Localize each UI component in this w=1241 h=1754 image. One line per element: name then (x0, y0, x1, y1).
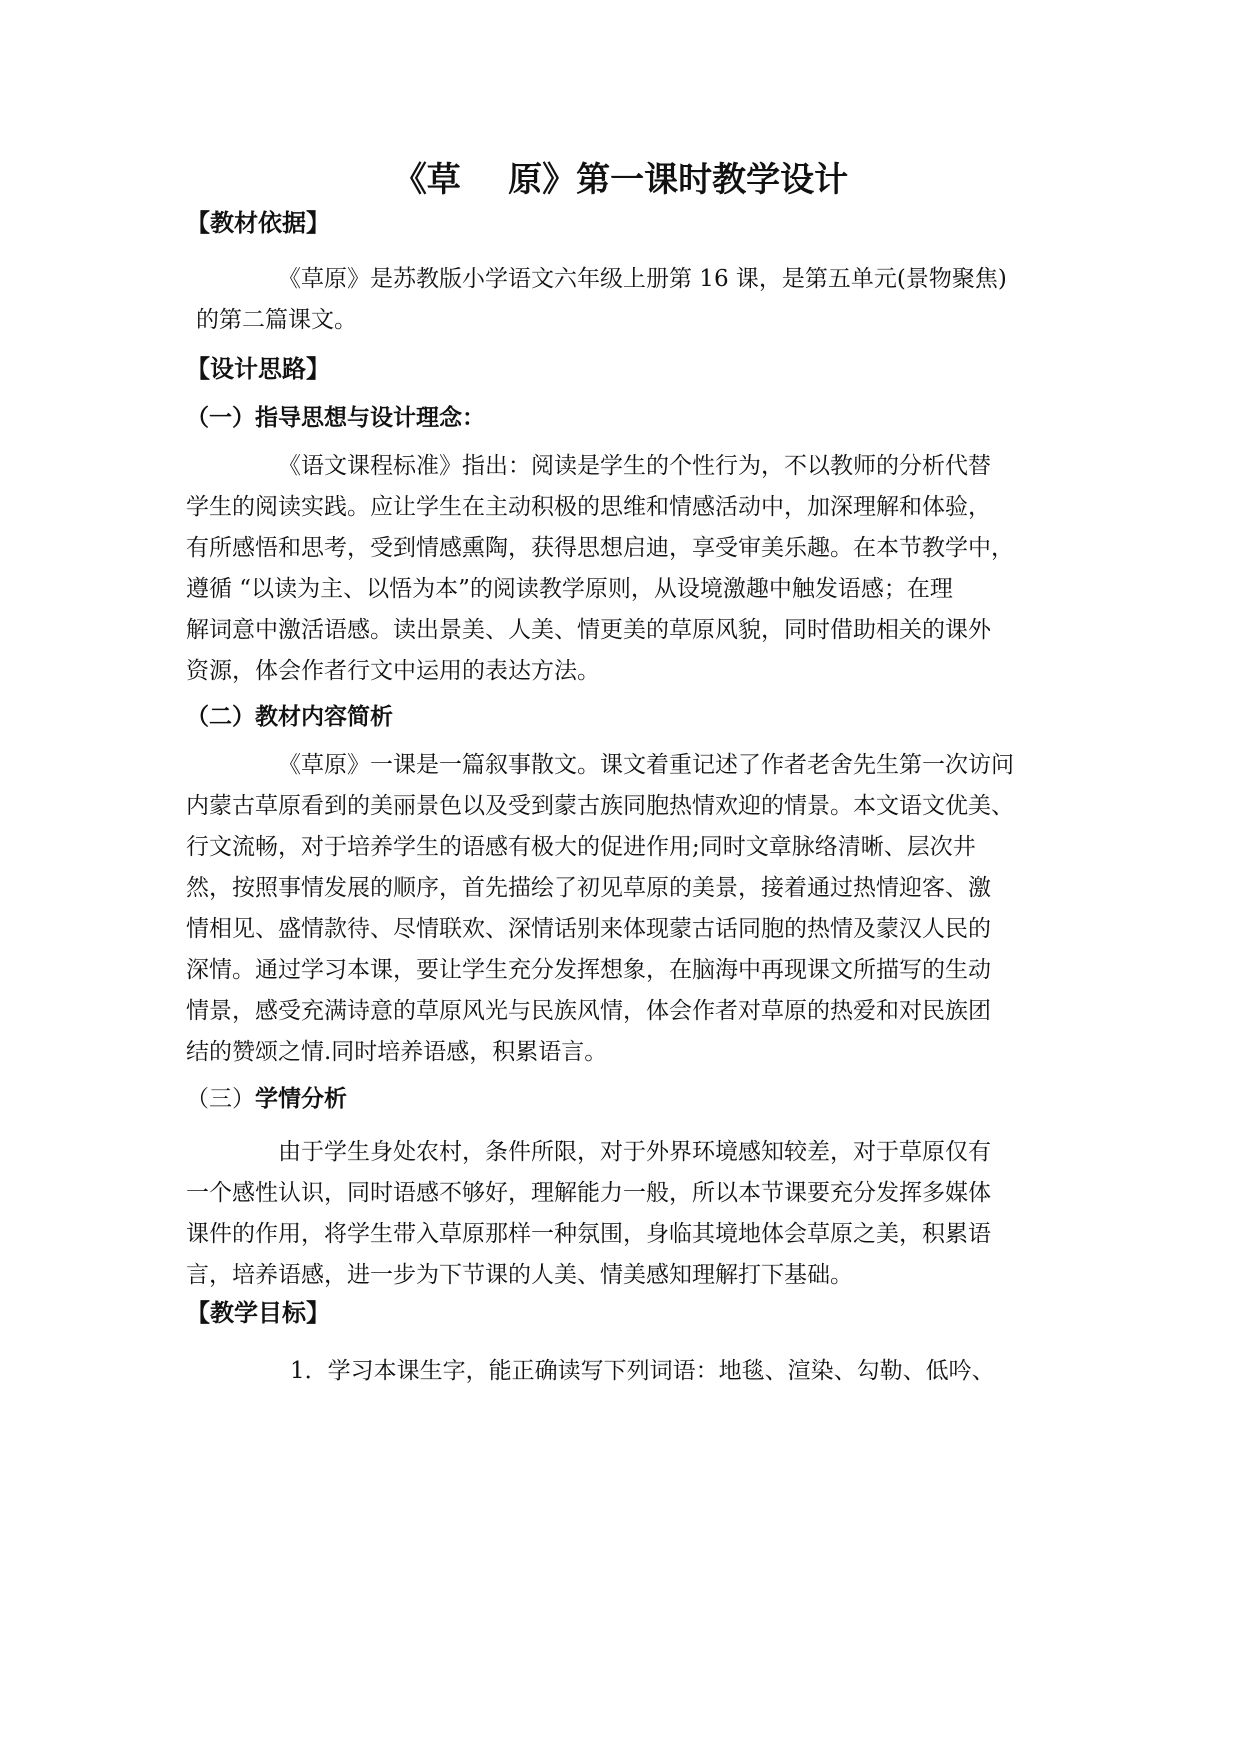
paragraph-goals (186, 1351, 1056, 1392)
paragraph-line: 情相见、盛情款待、尽情联欢、深情话别来体现蒙古话同胞的热情及蒙汉人民的 (186, 916, 991, 942)
goal-item: 1．学习本课生字，能正确读写下列词语：地毯、渲染、勾勒、低吟、 (290, 1358, 995, 1384)
paragraph-content-analysis (186, 745, 1056, 1073)
subsection-number: （三） (186, 1086, 255, 1112)
paragraph-basis (186, 259, 1056, 341)
paragraph-line: 深情。通过学习本课，要让学生充分发挥想象，在脑海中再现课文所描写的生动 (186, 957, 991, 983)
paragraph-line: 内蒙古草原看到的美丽景色以及受到蒙古族同胞热情欢迎的情景。本文语文优美、 (186, 793, 1014, 819)
paragraph-line: 行文流畅，对于培养学生的语感有极大的促进作用;同时文章脉络清晰、层次井 (186, 834, 976, 860)
paragraph-line: 《语文课程标准》指出：阅读是学生的个性行为，不以教师的分析代替 (278, 453, 991, 479)
paragraph-line: 结的赞颂之情.同时培养语感，积累语言。 (186, 1039, 608, 1065)
page-title: 《草 原》第一课时教学设计 (392, 160, 849, 200)
paragraph-guiding-ideas (186, 446, 1056, 692)
paragraph-line: 有所感悟和思考，受到情感熏陶，获得思想启迪，享受审美乐趣。在本节教学中， (186, 535, 1014, 561)
paragraph-line: 一个感性认识，同时语感不够好，理解能力一般，所以本节课要充分发挥多媒体 (186, 1180, 991, 1206)
paragraph-line: 由于学生身处农村，条件所限，对于外界环境感知较差，对于草原仅有 (278, 1139, 991, 1165)
section-heading-basis: 【教材依据】 (186, 208, 330, 237)
paragraph-line: 的第二篇课文。 (196, 307, 357, 333)
paragraph-line: 言，培养语感，进一步为下节课的人美、情美感知理解打下基础。 (186, 1262, 853, 1288)
paragraph-line: 情景，感受充满诗意的草原风光与民族风情，体会作者对草原的热爱和对民族团 (186, 998, 991, 1024)
paragraph-line: 解词意中激活语感。读出景美、人美、情更美的草原风貌，同时借助相关的课外 (186, 617, 991, 643)
subsection-heading-content-analysis: （二）教材内容简析 (186, 703, 393, 730)
paragraph-line: 《草原》一课是一篇叙事散文。课文着重记述了作者老舍先生第一次访问 (278, 752, 1014, 778)
paragraph-line: 然，按照事情发展的顺序，首先描绘了初见草原的美景，接着通过热情迎客、激 (186, 875, 991, 901)
paragraph-line: 学生的阅读实践。应让学生在主动积极的思维和情感活动中，加深理解和体验， (186, 494, 991, 520)
paragraph-line: 《草原》是苏教版小学语文六年级上册第 16 课，是第五单元(景物聚焦) (278, 266, 1007, 292)
subsection-heading-learner-analysis (186, 1082, 347, 1116)
paragraph-line: 资源，体会作者行文中运用的表达方法。 (186, 658, 600, 684)
section-heading-goals: 【教学目标】 (186, 1298, 330, 1327)
subsection-heading-guiding-ideas: （一）指导思想与设计理念： (186, 404, 485, 431)
paragraph-learner-analysis (186, 1132, 1056, 1296)
paragraph-line: 遵循 “以读为主、以悟为本”的阅读教学原则，从设境激趣中触发语感；在理 (186, 576, 953, 602)
section-heading-design: 【设计思路】 (186, 354, 330, 383)
paragraph-line: 课件的作用，将学生带入草原那样一种氛围，身临其境地体会草原之美，积累语 (186, 1221, 991, 1247)
subsection-title: 学情分析 (255, 1085, 347, 1112)
